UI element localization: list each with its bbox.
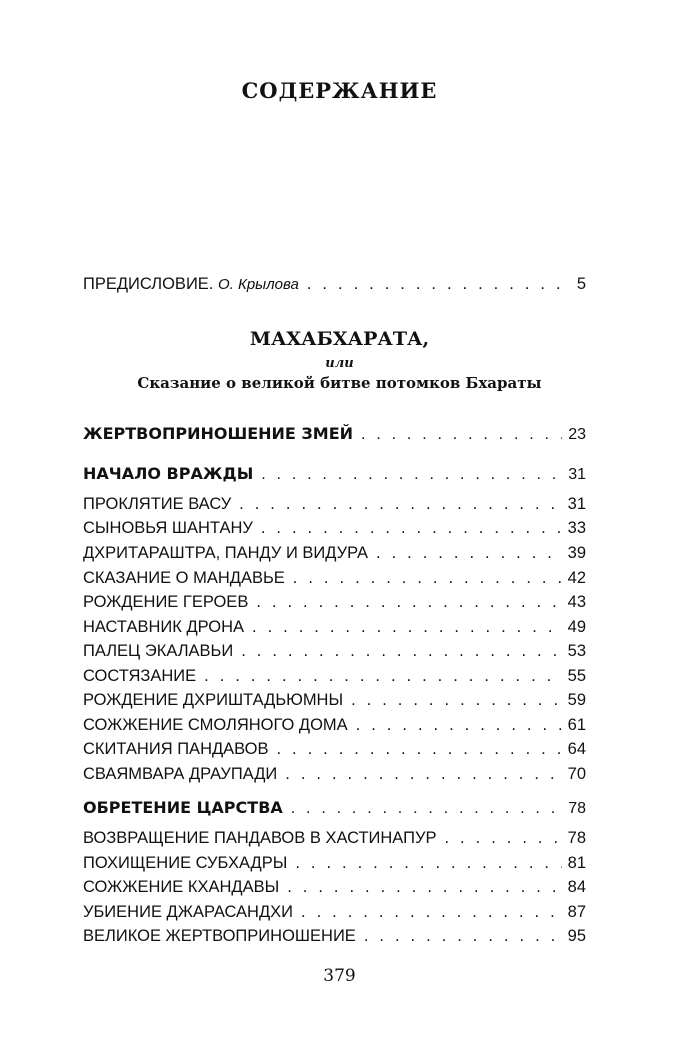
entry-label: РОЖДЕНИЕ ДХРИШТАДЬЮМНЫ bbox=[83, 691, 344, 709]
toc-entry bbox=[83, 851, 586, 875]
entry-page-number: 59 bbox=[567, 691, 586, 709]
entry-label: ЖЕРТВОПРИНОШЕНИЕ ЗМЕЙ bbox=[83, 424, 354, 443]
leader-dots bbox=[253, 516, 562, 540]
entry-label: ПАЛЕЦ ЭКАЛАВЬИ bbox=[83, 642, 234, 660]
entry-page-number: 31 bbox=[567, 495, 586, 513]
leader-dots bbox=[231, 492, 562, 516]
leader-dots bbox=[436, 826, 562, 850]
entry-label: ПРЕДИСЛОВИЕ. О. Крылова bbox=[83, 275, 299, 293]
entry-label: СОСТЯЗАНИЕ bbox=[83, 667, 197, 685]
entry-page-number: 23 bbox=[568, 426, 586, 443]
part-subtitle: Сказание о великой битве потомков Бхараты bbox=[137, 374, 542, 392]
entry-label: СЫНОВЬЯ ШАНТАНУ bbox=[83, 519, 253, 537]
entry-page-number: 81 bbox=[567, 854, 586, 872]
toc-entry bbox=[83, 590, 586, 614]
entry-label: РОЖДЕНИЕ ГЕРОЕВ bbox=[83, 593, 249, 611]
entry-label: СОЖЖЕНИЕ КХАНДАВЫ bbox=[83, 878, 280, 896]
toc-entry bbox=[83, 639, 586, 663]
leader-dots bbox=[285, 566, 562, 590]
entry-label: СОЖЖЕНИЕ СМОЛЯНОГО ДОМА bbox=[83, 716, 348, 734]
entry-label: НАСТАВНИК ДРОНА bbox=[83, 618, 245, 636]
toc-entry-main bbox=[83, 796, 586, 820]
entry-page-number: 61 bbox=[567, 716, 586, 734]
toc-entry bbox=[83, 516, 586, 540]
entry-author: О. Крылова bbox=[217, 276, 299, 293]
toc-title: СОДЕРЖАНИЕ bbox=[241, 78, 438, 103]
toc-entry bbox=[83, 492, 586, 516]
entry-page-number: 55 bbox=[567, 667, 586, 685]
entry-page-number: 78 bbox=[568, 800, 586, 817]
entry-page-number: 87 bbox=[567, 903, 586, 921]
entry-page-number: 33 bbox=[567, 519, 586, 537]
leader-dots bbox=[287, 851, 562, 875]
page-number: 379 bbox=[323, 966, 356, 986]
entry-page-number: 39 bbox=[567, 544, 586, 562]
toc-entry bbox=[83, 826, 586, 850]
toc-entry bbox=[83, 713, 586, 737]
toc-entry bbox=[83, 762, 586, 786]
entry-page-number: 5 bbox=[576, 275, 586, 293]
toc-entry bbox=[83, 688, 586, 712]
leader-dots bbox=[248, 590, 562, 614]
entry-page-number: 95 bbox=[567, 927, 586, 945]
entry-label: ПОХИЩЕНИЕ СУБХАДРЫ bbox=[83, 854, 288, 872]
leader-dots bbox=[299, 272, 562, 296]
entry-label: ПРОКЛЯТИЕ ВАСУ bbox=[83, 495, 232, 513]
leader-dots bbox=[356, 924, 562, 948]
entry-label: НАЧАЛО ВРАЖДЫ bbox=[83, 464, 254, 483]
entry-label: СКАЗАНИЕ О МАНДАВЬЕ bbox=[83, 569, 285, 587]
toc-entry bbox=[83, 875, 586, 899]
entry-page-number: 31 bbox=[568, 466, 586, 483]
entry-page-number: 42 bbox=[567, 569, 586, 587]
toc-entry-main bbox=[83, 422, 586, 446]
toc-entry bbox=[83, 924, 586, 948]
leader-dots bbox=[283, 797, 562, 821]
entry-page-number: 43 bbox=[567, 593, 586, 611]
entry-page-number: 49 bbox=[567, 618, 586, 636]
leader-dots bbox=[368, 541, 562, 565]
entry-label: ВЕЛИКОЕ ЖЕРТВОПРИНОШЕНИЕ bbox=[83, 927, 356, 945]
leader-dots bbox=[348, 713, 562, 737]
entry-page-number: 70 bbox=[567, 765, 586, 783]
toc-entry bbox=[83, 664, 586, 688]
leader-dots bbox=[353, 423, 562, 447]
leader-dots bbox=[196, 664, 562, 688]
entry-label: СВАЯМВАРА ДРАУПАДИ bbox=[83, 765, 278, 783]
toc-entry bbox=[83, 541, 586, 565]
toc-entry-preface bbox=[83, 272, 586, 296]
entry-page-number: 64 bbox=[567, 740, 586, 758]
leader-dots bbox=[343, 688, 562, 712]
entry-page-number: 84 bbox=[567, 878, 586, 896]
entry-page-number: 53 bbox=[567, 642, 586, 660]
toc-entry bbox=[83, 615, 586, 639]
toc-entry bbox=[83, 737, 586, 761]
entry-label: СКИТАНИЯ ПАНДАВОВ bbox=[83, 740, 269, 758]
leader-dots bbox=[279, 875, 562, 899]
toc-entry-main bbox=[83, 462, 586, 486]
leader-dots bbox=[233, 639, 562, 663]
toc-entry bbox=[83, 566, 586, 590]
leader-dots bbox=[253, 463, 562, 487]
toc-entry bbox=[83, 900, 586, 924]
entry-page-number: 78 bbox=[567, 829, 586, 847]
part-conjunction: или bbox=[325, 356, 354, 371]
leader-dots bbox=[268, 737, 562, 761]
part-title: МАХАБХАРАТА, bbox=[249, 328, 430, 350]
leader-dots bbox=[277, 762, 562, 786]
entry-label: УБИЕНИЕ ДЖАРАСАНДХИ bbox=[83, 903, 294, 921]
leader-dots bbox=[293, 900, 562, 924]
entry-label: ДХРИТАРАШТРА, ПАНДУ И ВИДУРА bbox=[83, 544, 369, 562]
entry-label: ВОЗВРАЩЕНИЕ ПАНДАВОВ В ХАСТИНАПУР bbox=[83, 829, 437, 847]
leader-dots bbox=[244, 615, 562, 639]
entry-label: ОБРЕТЕНИЕ ЦАРСТВА bbox=[83, 798, 283, 817]
